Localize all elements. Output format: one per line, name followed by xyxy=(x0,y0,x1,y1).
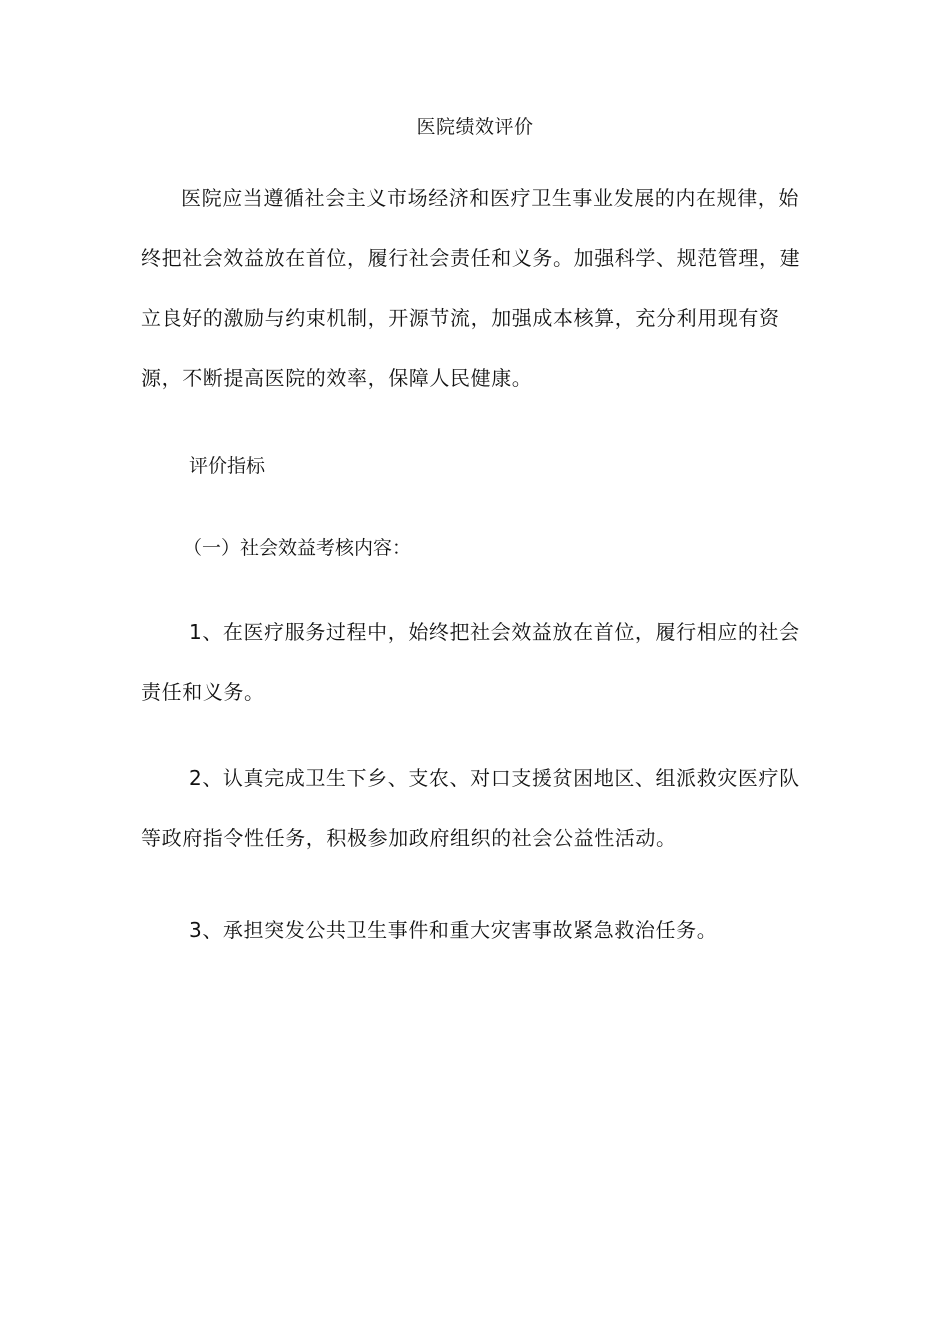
document-title: 医院绩效评价 xyxy=(416,116,534,138)
list-item: 3、承担突发公共卫生事件和重大灾害事故紧急救治任务。 xyxy=(189,918,718,942)
list-item: 2、认真完成卫生下乡、支农、对口支援贫困地区、组派救灾医疗队等政府指令性任务，积极参加政府组织的社会公益性活动。 xyxy=(141,766,800,850)
subsection-heading: （一）社会效益考核内容： xyxy=(183,537,412,559)
list-item: 1、在医疗服务过程中，始终把社会效益放在首位，履行相应的社会责任和义务。 xyxy=(141,620,800,704)
section-heading: 评价指标 xyxy=(189,455,266,477)
intro-paragraph: 医院应当遵循社会主义市场经济和医疗卫生事业发展的内在规律，始终把社会效益放在首位，履行社会责任和义务。加强科学、规范管理，建立良好的激励与约束机制，开源节流，加强成本核算，充分利用现有资源，不断提高医院的效率，保障人民健康。 xyxy=(141,186,801,390)
